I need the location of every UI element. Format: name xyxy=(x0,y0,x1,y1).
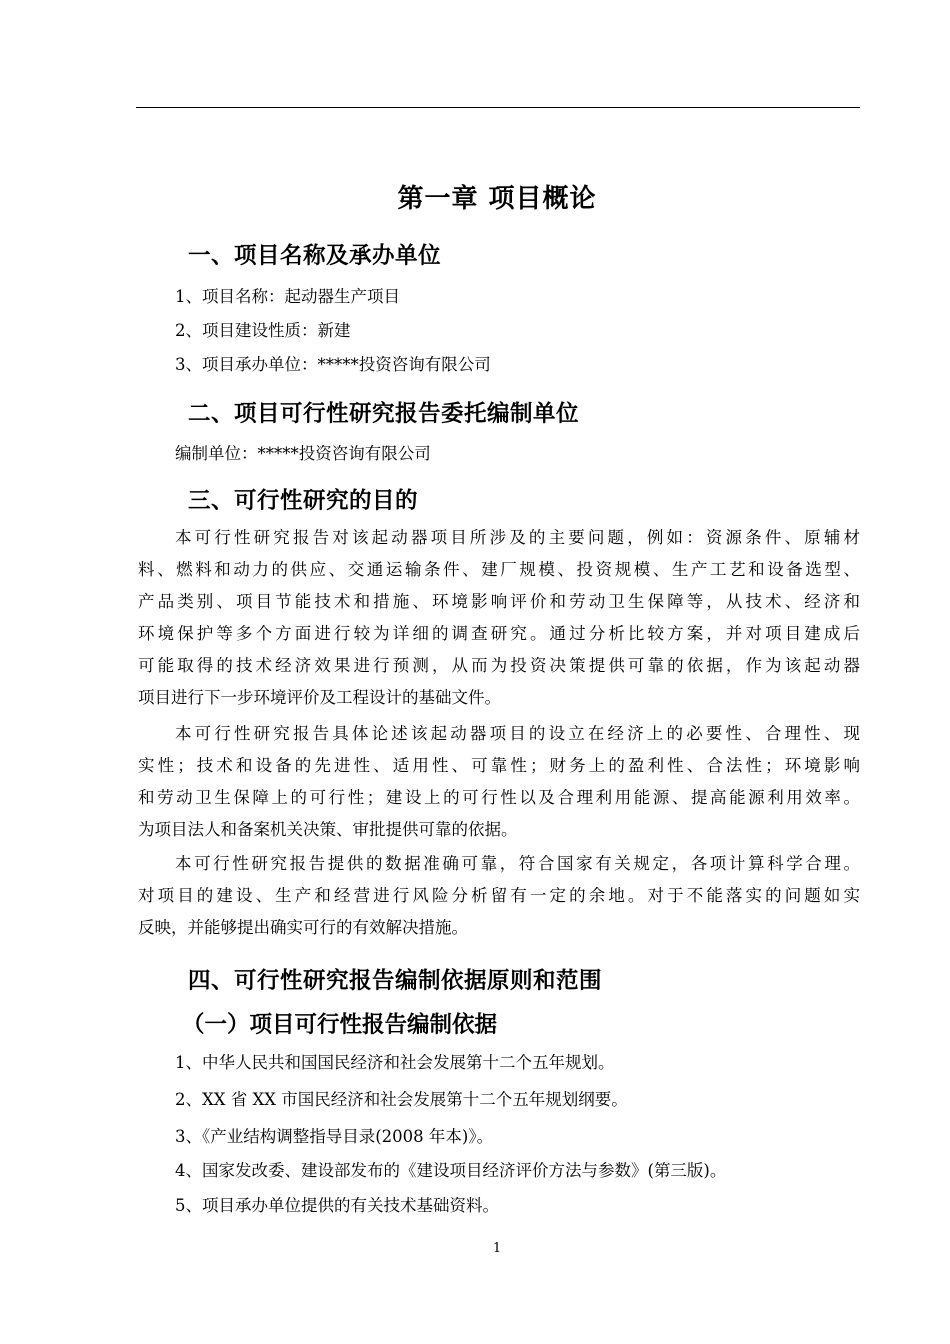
page-number: 1 xyxy=(492,1241,502,1256)
paragraph-3 xyxy=(138,848,860,944)
paragraph-line: 本可行性研究报告提供的数据准确可靠，符合国家有关规定，各项计算科学合理。 xyxy=(175,854,860,873)
paragraph-line: 本可行性研究报告对该起动器项目所涉及的主要问题，例如：资源条件、原辅材 xyxy=(175,528,860,547)
paragraph-line: 实性；技术和设备的先进性、适用性、可靠性；财务上的盈利性、合法性；环境影响 xyxy=(138,756,860,775)
paragraph-1 xyxy=(138,522,860,714)
paragraph-line: 环境保护等多个方面进行较为详细的调查研究。通过分析比较方案，并对项目建成后 xyxy=(138,624,860,643)
list-item: 1、项目名称：起动器生产项目 xyxy=(175,287,400,306)
paragraph-line: 和劳动卫生保障上的可行性；建设上的可行性以及合理利用能源、提高能源利用效率。 xyxy=(138,788,860,807)
section-heading-4: 四、可行性研究报告编制依据原则和范围 xyxy=(188,968,603,994)
header-rule xyxy=(136,107,860,108)
chapter-title: 第一章 项目概论 xyxy=(397,184,597,214)
paragraph-2 xyxy=(138,718,860,846)
list-item: 5、项目承办单位提供的有关技术基础资料。 xyxy=(175,1196,499,1215)
list-item: 1、中华人民共和国国民经济和社会发展第十二个五年规划。 xyxy=(175,1053,615,1072)
list-item: 2、XX 省 XX 市国民经济和社会发展第十二个五年规划纲要。 xyxy=(175,1090,628,1109)
paragraph-line: 产品类别、项目节能技术和措施、环境影响评价和劳动卫生保障等，从技术、经济和 xyxy=(138,592,860,611)
section-heading-1: 一、项目名称及承办单位 xyxy=(188,243,442,269)
paragraph-line: 料、燃料和动力的供应、交通运输条件、建厂规模、投资规模、生产工艺和设备选型、 xyxy=(138,560,860,579)
subsection-heading: （一）项目可行性报告编制依据 xyxy=(182,1012,498,1038)
paragraph-line: 可能取得的技术经济效果进行预测，从而为投资决策提供可靠的依据，作为该起动器 xyxy=(138,656,860,675)
list-item: 4、国家发改委、建设部发布的《建设项目经济评价方法与参数》(第三版)。 xyxy=(175,1161,727,1180)
paragraph-line: 为项目法人和备案机关决策、审批提供可靠的依据。 xyxy=(138,820,518,839)
section-heading-2: 二、项目可行性研究报告委托编制单位 xyxy=(188,401,580,427)
paragraph-line: 本可行性研究报告具体论述该起动器项目的设立在经济上的必要性、合理性、现 xyxy=(175,724,860,743)
list-item: 3、项目承办单位：*****投资咨询有限公司 xyxy=(175,355,491,374)
list-item: 3、《产业结构调整指导目录(2008 年本)》。 xyxy=(175,1127,494,1146)
list-item: 2、项目建设性质：新建 xyxy=(175,321,351,340)
paragraph-line: 反映，并能够提出确实可行的有效解决措施。 xyxy=(138,918,468,937)
compiler-unit-text: 编制单位：*****投资咨询有限公司 xyxy=(175,444,431,463)
paragraph-line: 对项目的建设、生产和经营进行风险分析留有一定的余地。对于不能落实的问题如实 xyxy=(138,886,860,905)
paragraph-line: 项目进行下一步环境评价及工程设计的基础文件。 xyxy=(138,688,501,707)
section-heading-3: 三、可行性研究的目的 xyxy=(188,488,419,514)
